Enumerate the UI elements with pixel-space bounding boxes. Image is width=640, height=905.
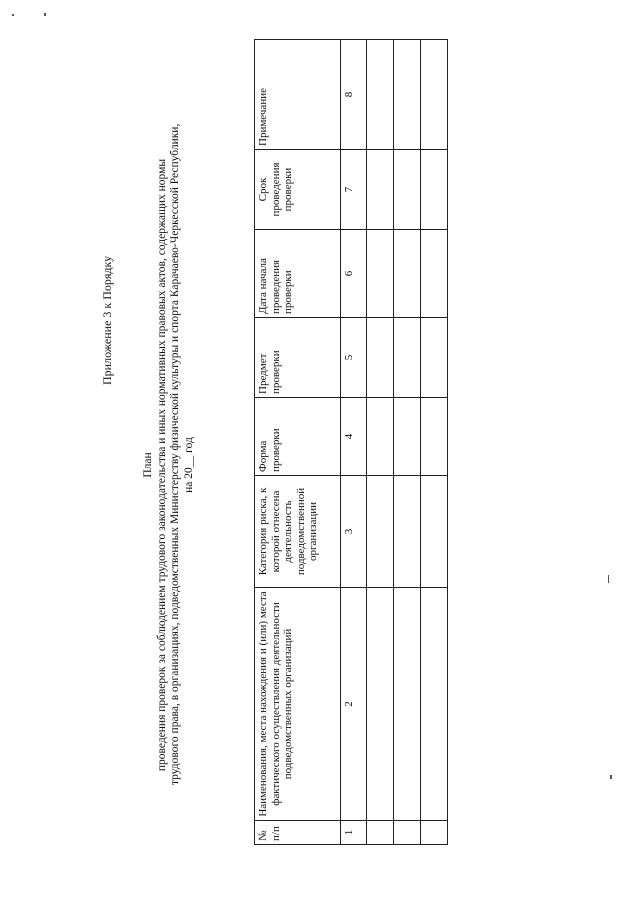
plan-title: План bbox=[142, 452, 154, 478]
table-cell bbox=[394, 821, 421, 845]
column-number: 7 bbox=[341, 150, 367, 230]
inspection-plan-table bbox=[254, 39, 448, 845]
appendix-label: Приложение 3 к Порядку bbox=[100, 255, 114, 385]
table-cell bbox=[394, 476, 421, 588]
column-number: 1 bbox=[341, 821, 367, 845]
header-duration: Срок проведения проверки bbox=[255, 150, 341, 230]
table-cell bbox=[367, 150, 394, 230]
table-cell bbox=[367, 476, 394, 588]
table-cell bbox=[394, 150, 421, 230]
column-number: 5 bbox=[341, 318, 367, 398]
header-number: № п/п bbox=[255, 821, 341, 845]
header-organizations: Наименования, места нахождения и (или) места фактического осуществления деятельности подведомственных организаций bbox=[255, 588, 341, 821]
table-cell bbox=[394, 230, 421, 318]
plan-title-line: проведения проверок за соблюдением трудового законодательства и иных нормативных правовых актов, содержащих нормы bbox=[155, 158, 168, 772]
table-cell bbox=[394, 318, 421, 398]
table-header-row bbox=[255, 40, 341, 845]
header-start-date: Дата начала проведения проверки bbox=[255, 230, 341, 318]
column-number: 6 bbox=[341, 230, 367, 318]
column-number: 8 bbox=[341, 40, 367, 150]
column-number: 2 bbox=[341, 588, 367, 821]
table-cell bbox=[367, 40, 394, 150]
table-cell bbox=[421, 588, 448, 821]
table-cell bbox=[394, 588, 421, 821]
table-cell bbox=[394, 398, 421, 476]
table-cell bbox=[367, 588, 394, 821]
table-cell bbox=[421, 318, 448, 398]
column-number: 4 bbox=[341, 398, 367, 476]
table-cell bbox=[421, 476, 448, 588]
table-row bbox=[367, 40, 394, 845]
plan-title-line: на 20__ год bbox=[182, 437, 195, 493]
table-cell bbox=[367, 230, 394, 318]
header-inspection-form: Форма проверки bbox=[255, 398, 341, 476]
table-cell bbox=[367, 398, 394, 476]
table-cell bbox=[367, 821, 394, 845]
table-cell bbox=[421, 230, 448, 318]
header-note: Примечание bbox=[255, 40, 341, 150]
table-row bbox=[394, 40, 421, 845]
table-cell bbox=[421, 398, 448, 476]
table-cell bbox=[394, 40, 421, 150]
column-number: 3 bbox=[341, 476, 367, 588]
header-risk-category: Категория риска, к которой отнесена деятельность подведомственной организации bbox=[255, 476, 341, 588]
column-number-row bbox=[341, 40, 367, 845]
table-cell bbox=[421, 821, 448, 845]
header-inspection-subject: Предмет проверки bbox=[255, 318, 341, 398]
table-cell bbox=[421, 150, 448, 230]
plan-heading bbox=[142, 123, 196, 785]
plan-title-line: трудового права, в организациях, подведомственных Министерству физической культуры и спорта Карачаево-Черкесской Республики, bbox=[169, 123, 181, 785]
table-row bbox=[421, 40, 448, 845]
table-cell bbox=[367, 318, 394, 398]
table-cell bbox=[421, 40, 448, 150]
